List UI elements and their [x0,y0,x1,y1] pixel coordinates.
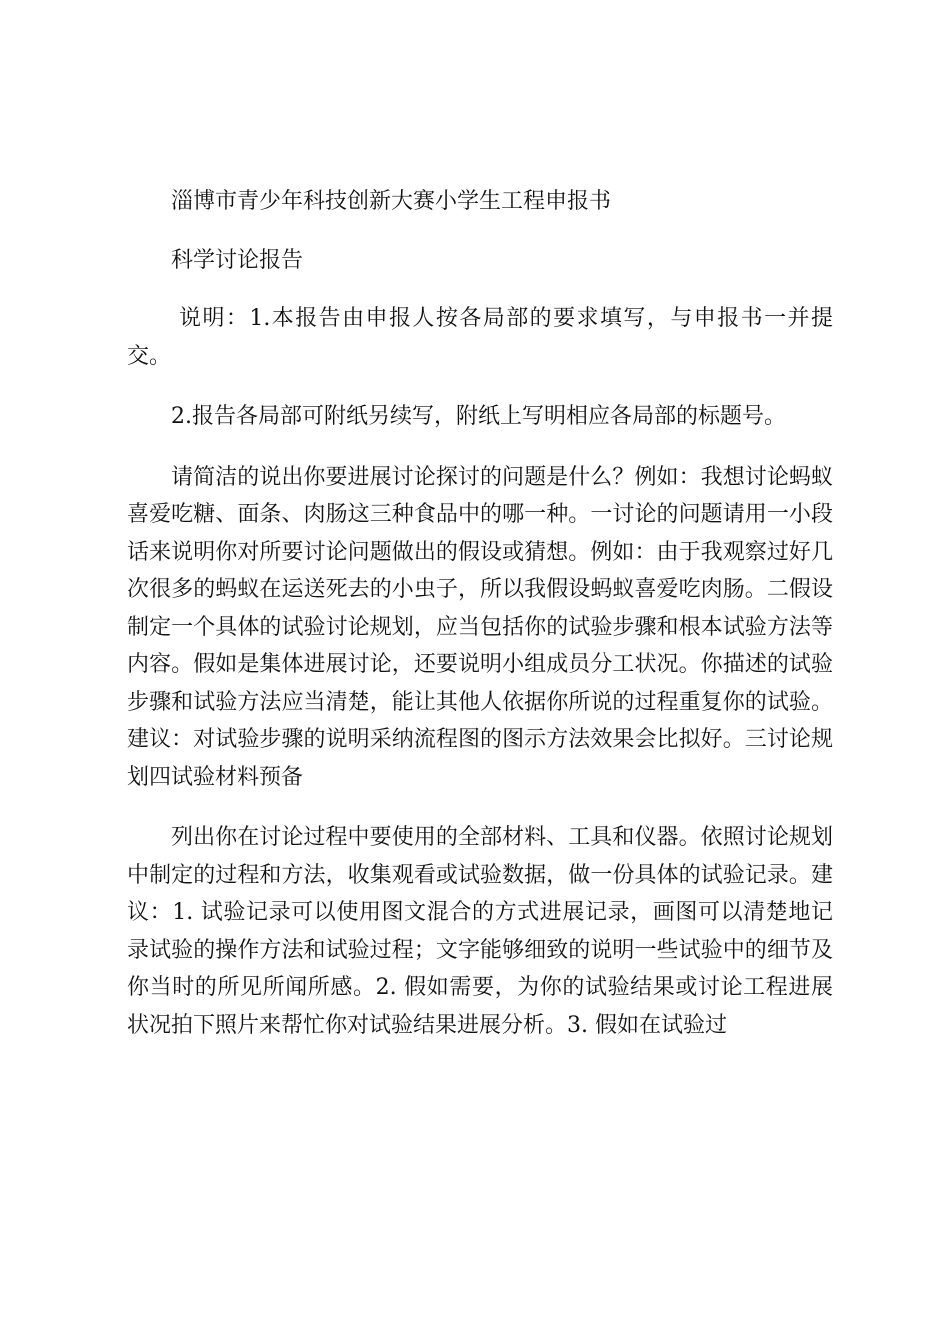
document-title: 淄博市青少年科技创新大赛小学生工程申报书 [171,189,612,214]
document-body [127,183,833,1067]
paragraph-materials: 列出你在讨论过程中要使用的全部材料、工具和仪器。依照讨论规划中制定的过程和方法，收集观看或试验数据，做一份具体的试验记录。建议：1. 试验记录可以使用图文混合的方式进展记录，画图可以清楚地记录试验的操作方法和试验过程；文字能够细致的说明一些试验中的细节及你当时的所见所闻所感。2. 假如需要，为你的试验结果或讨论工程进展状况拍下照片来帮忙你对试验结果进展分析。3. 假如在试验过 [127,825,833,1038]
paragraph-note-1: 说明：1.本报告由申报人按各局部的要求填写，与申报书一并提交。 [127,306,833,369]
paragraph-note-2: 2.报告各局部可附纸另续写，附纸上写明相应各局部的标题号。 [171,404,786,429]
document-subtitle: 科学讨论报告 [171,247,304,273]
paragraph-research-question: 请简洁的说出你要进展讨论探讨的问题是什么？例如：我想讨论蚂蚁喜爱吃糖、面条、肉肠这三种食品中的哪一种。一讨论的问题请用一小段话来说明你对所要讨论问题做出的假设或猜想。例如：由于我观察过好几次很多的蚂蚁在运送死去的小虫子，所以我假设蚂蚁喜爱吃肉肠。二假设制定一个具体的试验讨论规划，应当包括你的试验步骤和根本试验方法等内容。假如是集体进展讨论，还要说明小组成员分工状况。你描述的试验步骤和试验方法应当清楚，能让其他人依据你所说的过程重复你的试验。建议：对试验步骤的说明采纳流程图的图示方法效果会比拟好。三讨论规划四试验材料预备 [127,464,833,790]
